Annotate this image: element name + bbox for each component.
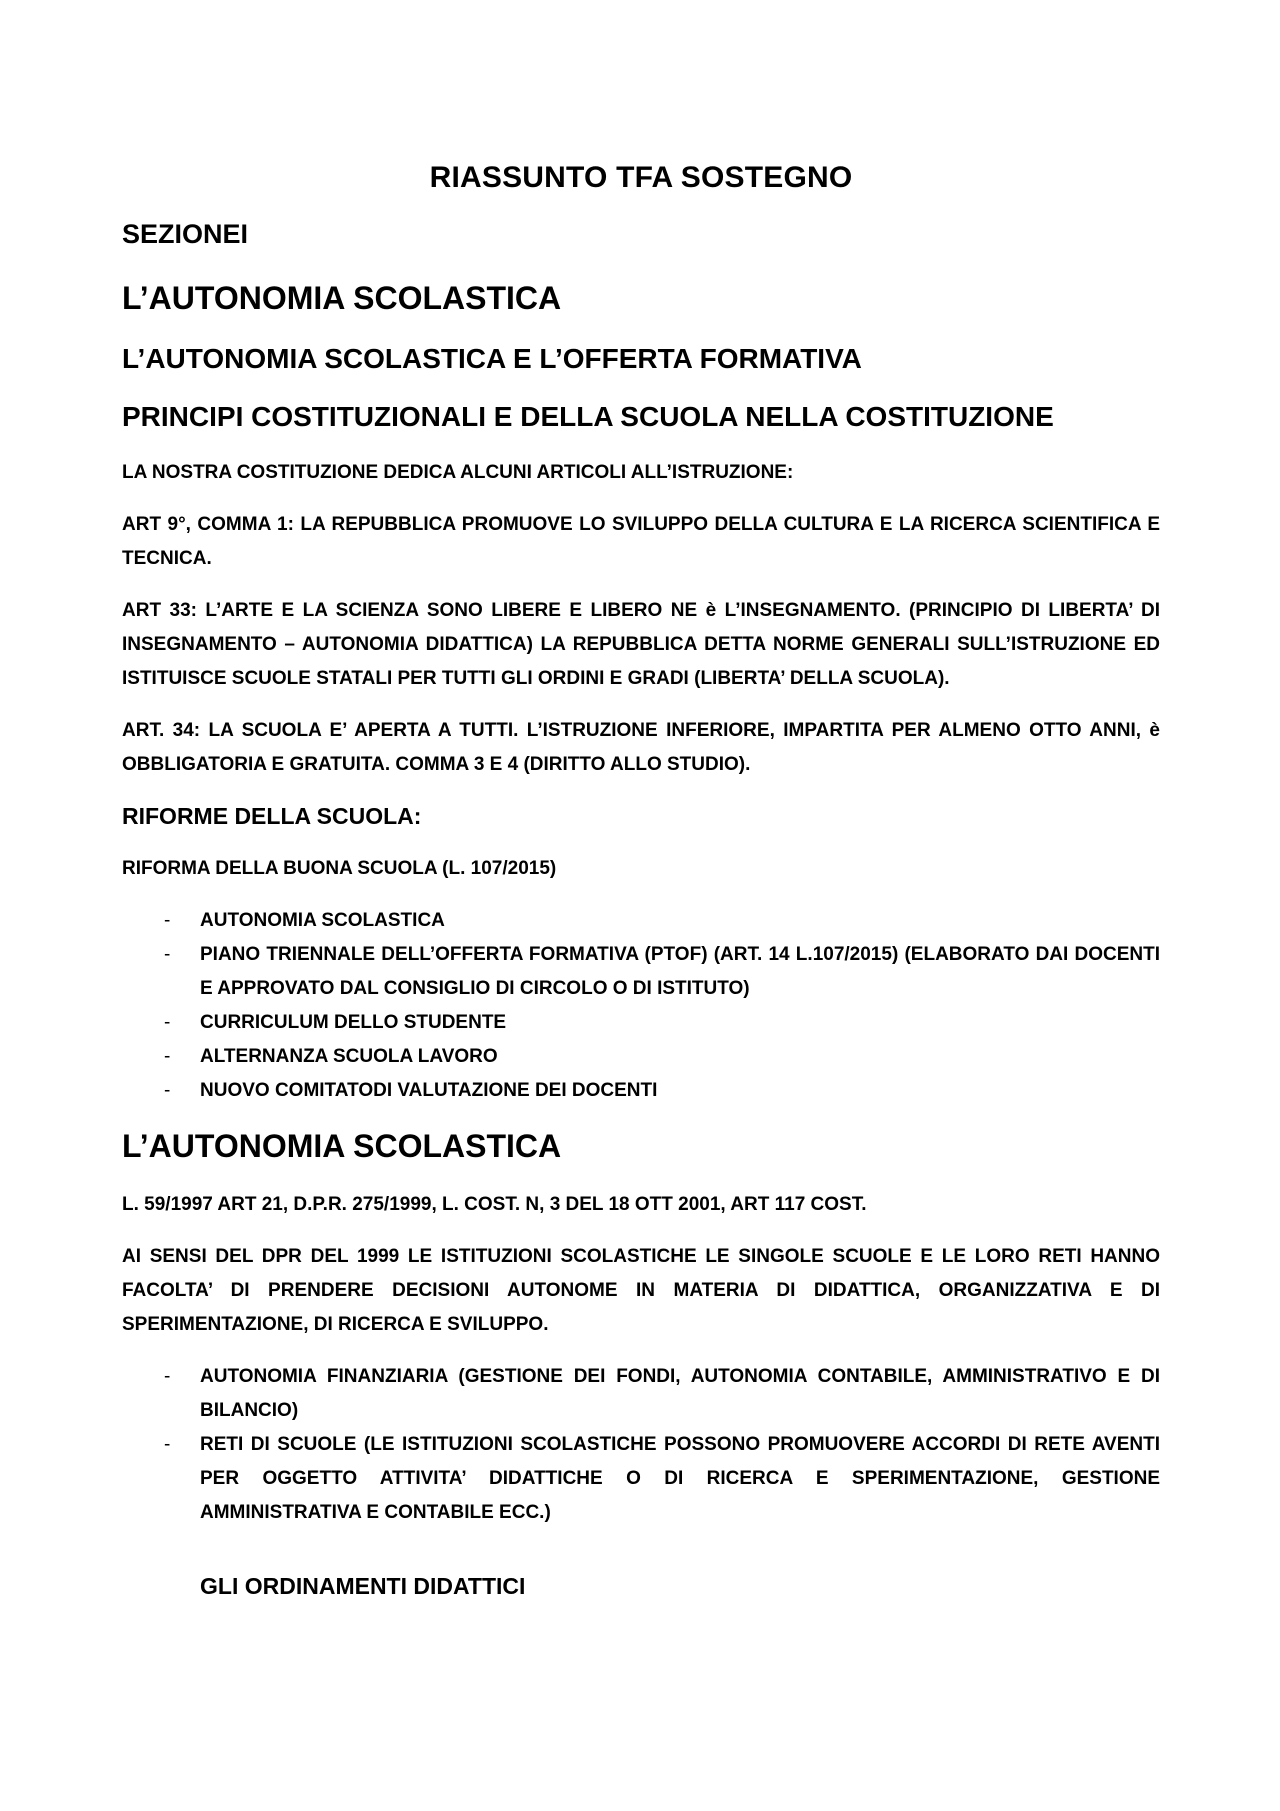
list-item-text: AUTONOMIA SCOLASTICA	[200, 910, 445, 931]
bullet-dash: -	[164, 1046, 171, 1067]
list-item	[122, 1074, 1160, 1108]
heading-autonomia-scolastica-2: L’AUTONOMIA SCOLASTICA	[122, 1128, 562, 1164]
document-title: RIASSUNTO TFA SOSTEGNO	[429, 161, 853, 194]
intro-paragraph: LA NOSTRA COSTITUZIONE DEDICA ALCUNI ARTICOLI ALL’ISTRUZIONE:	[122, 462, 794, 483]
list-item	[122, 904, 1160, 938]
list-item	[122, 1428, 1160, 1530]
bullet-dash: -	[164, 1366, 171, 1387]
list-item	[122, 1040, 1160, 1074]
bullet-dash: -	[164, 910, 171, 931]
reform-list	[122, 904, 1160, 1108]
document-content	[122, 158, 1160, 1602]
dpr-paragraph: AI SENSI DEL DPR DEL 1999 LE ISTITUZIONI SCOLASTICHE LE SINGOLE SCUOLE E LE LORO RETI HANNO FACOLTA’ DI PRENDERE DECISIONI AUTONOME IN MATERIA DI DIDATTICA, ORGANIZZATIVA E DI SPERIMENTAZIONE, DI RICERCA E SVILUPPO.	[122, 1246, 1160, 1335]
list-item-text: AUTONOMIA FINANZIARIA (GESTIONE DEI FONDI, AUTONOMIA CONTABILE, AMMINISTRATIVO E DI BILANCIO)	[200, 1366, 1160, 1421]
heading-offerta-formativa: L’AUTONOMIA SCOLASTICA E L’OFFERTA FORMATIVA	[122, 343, 862, 374]
heading-autonomia-scolastica: L’AUTONOMIA SCOLASTICA	[122, 280, 562, 316]
heading-principi-costituzionali: PRINCIPI COSTITUZIONALI E DELLA SCUOLA NELLA COSTITUZIONE	[122, 401, 1054, 432]
autonomy-list	[122, 1360, 1160, 1530]
bullet-dash: -	[164, 1080, 171, 1101]
laws-paragraph: L. 59/1997 ART 21, D.P.R. 275/1999, L. COST. N, 3 DEL 18 OTT 2001, ART 117 COST.	[122, 1194, 867, 1215]
list-item-text: CURRICULUM DELLO STUDENTE	[200, 1012, 507, 1033]
reform-name: RIFORMA DELLA BUONA SCUOLA (L. 107/2015)	[122, 858, 557, 879]
art-34-paragraph: ART. 34: LA SCUOLA E’ APERTA A TUTTI. L’ISTRUZIONE INFERIORE, IMPARTITA PER ALMENO OTTO ANNI, è OBBLIGATORIA E GRATUITA. COMMA 3 E 4 (DIRITTO ALLO STUDIO).	[122, 720, 1160, 775]
bullet-dash: -	[164, 1012, 171, 1033]
list-item-text: ALTERNANZA SCUOLA LAVORO	[200, 1046, 498, 1067]
list-item	[122, 938, 1160, 1006]
list-item-text: PIANO TRIENNALE DELL’OFFERTA FORMATIVA (PTOF) (ART. 14 L.107/2015) (ELABORATO DAI DOCENTI E APPROVATO DAL CONSIGLIO DI CIRCOLO O DI ISTITUTO)	[200, 944, 1160, 999]
list-item-text: NUOVO COMITATODI VALUTAZIONE DEI DOCENTI	[200, 1080, 658, 1101]
bullet-dash: -	[164, 944, 171, 965]
list-item	[122, 1006, 1160, 1040]
art-33-paragraph: ART 33: L’ARTE E LA SCIENZA SONO LIBERE E LIBERO NE è L’INSEGNAMENTO. (PRINCIPIO DI LIBERTA’ DI INSEGNAMENTO – AUTONOMIA DIDATTICA) LA REPUBBLICA DETTA NORME GENERALI SULL’ISTRUZIONE ED ISTITUISCE SCUOLE STATALI PER TUTTI GLI ORDINI E GRADI (LIBERTA’ DELLA SCUOLA).	[122, 600, 1160, 689]
list-item	[122, 1360, 1160, 1428]
bullet-dash: -	[164, 1434, 171, 1455]
heading-riforme: RIFORME DELLA SCUOLA:	[122, 803, 422, 829]
list-item-text: RETI DI SCUOLE (LE ISTITUZIONI SCOLASTICHE POSSONO PROMUOVERE ACCORDI DI RETE AVENTI PER OGGETTO ATTIVITA’ DIDATTICHE O DI RICERCA E SPERIMENTAZIONE, GESTIONE AMMINISTRATIVA E CONTABILE ECC.)	[200, 1434, 1160, 1523]
section-label: SEZIONEI	[122, 219, 249, 249]
art-9-paragraph: ART 9°, COMMA 1: LA REPUBBLICA PROMUOVE LO SVILUPPO DELLA CULTURA E LA RICERCA SCIENTIFICA E TECNICA.	[122, 514, 1160, 569]
heading-ordinamenti-didattici: GLI ORDINAMENTI DIDATTICI	[200, 1573, 526, 1599]
